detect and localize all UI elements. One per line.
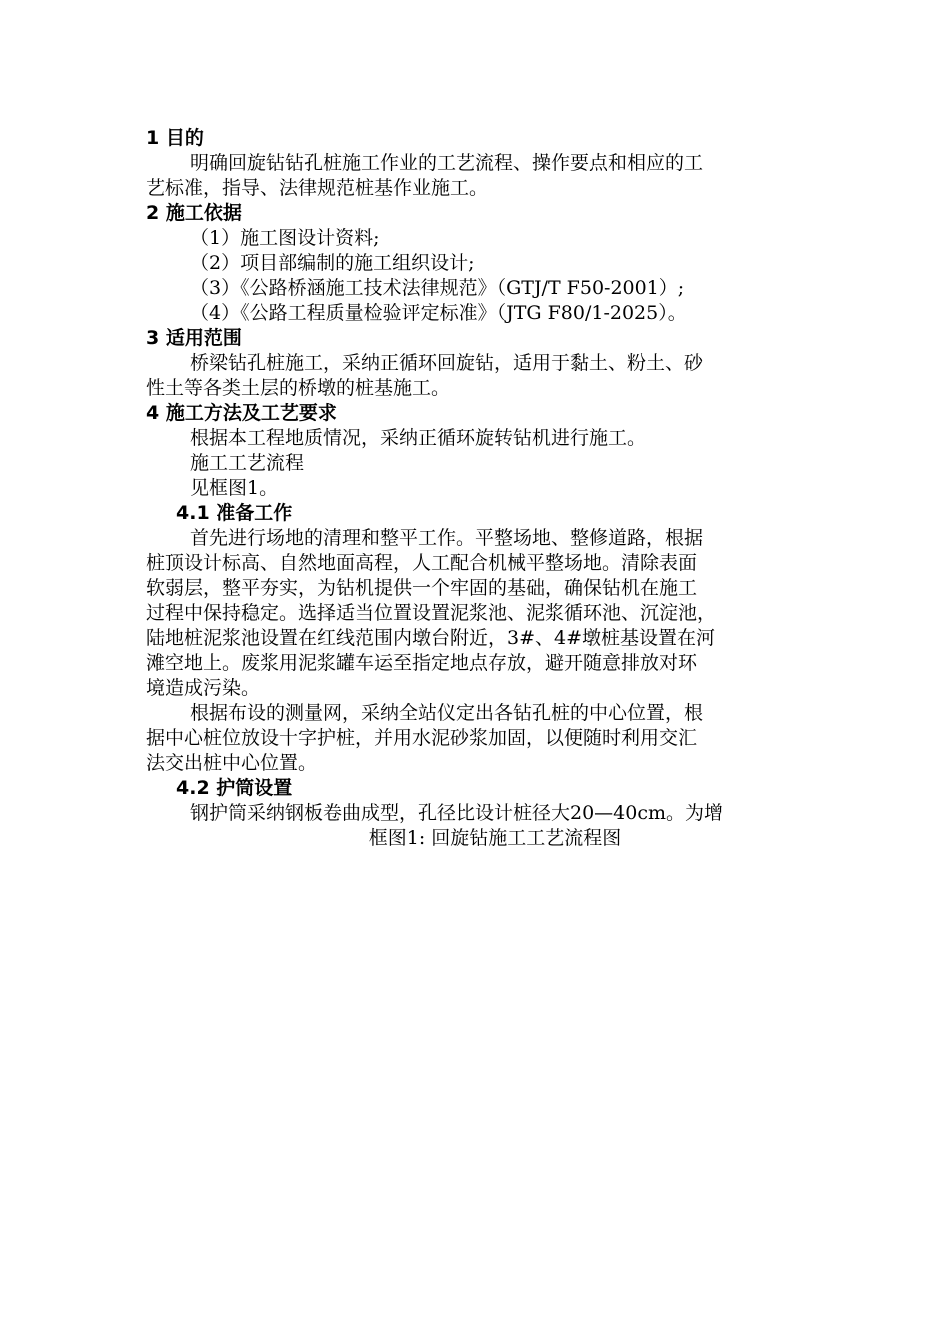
section-4-1-p1-line-6: 滩空地上。废浆用泥浆罐车运至指定地点存放，避开随意排放对环 [146, 652, 698, 674]
section-4-1-p1-line-2: 桩顶设计标高、自然地面高程，人工配合机械平整场地。清除表面 [146, 552, 698, 574]
section-4-1-p1-line-3: 软弱层，整平夯实，为钻机提供一个牢固的基础，确保钻机在施工 [146, 577, 698, 599]
section-4-2-paragraph: 钢护筒采纳钢板卷曲成型，孔径比设计桩径大20—40cm。为增 [190, 802, 724, 824]
section-4-1-p1-line-4: 过程中保持稳定。选择适当位置设置泥浆池、泥浆循环池、沉淀池， [146, 602, 717, 624]
section-4-1-p1-line-1: 首先进行场地的清理和整平工作。平整场地、整修道路，根据 [190, 527, 704, 549]
section-1-heading: 1 目的 [146, 127, 204, 149]
section-4-1-p2-line-3: 法交出桩中心位置。 [146, 752, 318, 774]
section-4-heading: 4 施工方法及工艺要求 [146, 402, 337, 424]
section-3-paragraph-line-1: 桥梁钻孔桩施工，采纳正循环回旋钻，适用于黏土、粉土、砂 [190, 352, 704, 374]
section-3-heading: 3 适用范围 [146, 327, 242, 349]
section-2-heading: 2 施工依据 [146, 202, 242, 224]
section-4-1-p1-line-7: 境造成污染。 [146, 677, 261, 699]
basis-item-1: （1）施工图设计资料; [190, 227, 380, 249]
section-4-1-heading: 4.1 准备工作 [176, 502, 293, 524]
section-4-1-p2-line-2: 据中心桩位放设十字护桩，并用水泥砂浆加固，以便随时利用交汇 [146, 727, 698, 749]
section-4-1-p1-line-5: 陆地桩泥浆池设置在红线范围内墩台附近，3#、4#墩桩基设置在河 [146, 627, 716, 649]
section-3-paragraph-line-2: 性土等各类土层的桥墩的桩基施工。 [146, 377, 451, 399]
figure-caption: 框图1: 回旋钻施工工艺流程图 [368, 827, 622, 849]
section-1-paragraph-line-2: 艺标准，指导、法律规范桩基作业施工。 [146, 177, 489, 199]
section-4-paragraph-2: 施工工艺流程 [190, 452, 305, 474]
section-4-1-p2-line-1: 根据布设的测量网，采纳全站仪定出各钻孔桩的中心位置，根 [190, 702, 704, 724]
section-4-2-heading: 4.2 护筒设置 [176, 777, 293, 799]
section-1-paragraph-line-1: 明确回旋钻钻孔桩施工作业的工艺流程、操作要点和相应的工 [190, 152, 704, 174]
basis-item-3: （3）《公路桥涵施工技术法律规范》（GTJ/T F50-2001）; [190, 277, 685, 299]
basis-item-2: （2）项目部编制的施工组织设计; [190, 252, 475, 274]
section-4-paragraph-3: 见框图1。 [190, 477, 279, 499]
section-4-paragraph-1: 根据本工程地质情况，采纳正循环旋转钻机进行施工。 [190, 427, 647, 449]
basis-item-4: （4）《公路工程质量检验评定标准》（JTG F80/1-2025）。 [190, 302, 687, 324]
